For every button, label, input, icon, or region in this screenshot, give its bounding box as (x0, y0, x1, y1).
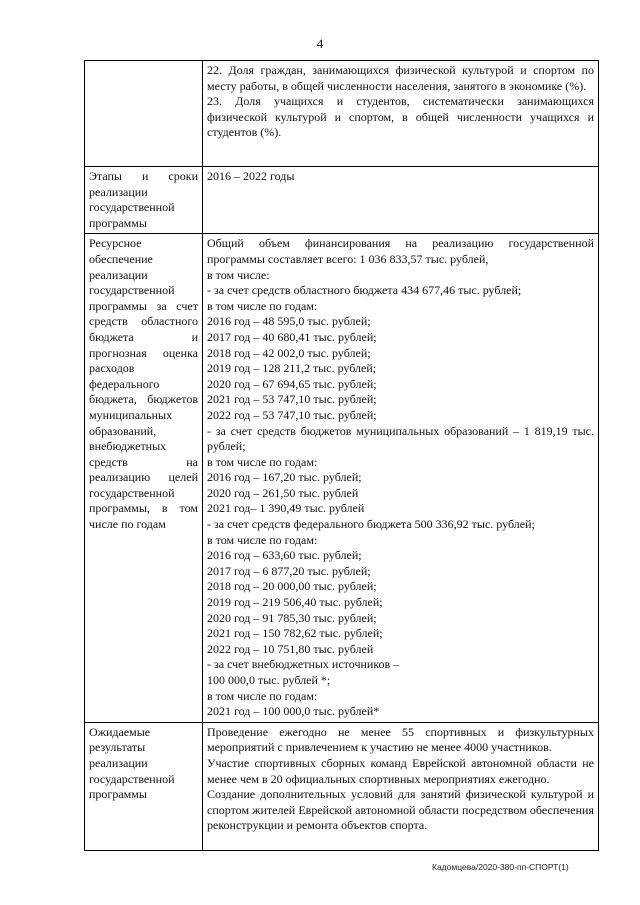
row-label: Ожидаемые результаты реализации государственной программы (89, 724, 175, 802)
row-value-cell (203, 234, 599, 722)
value-line: 2021 год – 53 747,10 тыс. рублей; (207, 392, 377, 407)
value-line: Проведение ежегодно не менее 55 спортивных и физкультурных мероприятий с привлечением к участию не менее 4000 участников. (207, 724, 594, 755)
value-line: 2016 – 2022 годы (207, 169, 295, 183)
row-label: Этапы и сроки реализации государственной программы (89, 169, 198, 230)
value-line: - за счет средств федерального бюджета 500 336,92 тыс. рублей; (207, 517, 535, 532)
value-line: 2020 год – 91 785,30 тыс. рублей; (207, 610, 377, 625)
value-line: 2017 год – 40 680,41 тыс. рублей; (207, 329, 377, 344)
value-line: 2020 год – 261,50 тыс. рублей (207, 485, 359, 500)
value-line: 2021 год – 150 782,62 тыс. рублей; (207, 626, 383, 641)
value-line: - за счет средств областного бюджета 434 677,46 тыс. рублей; (207, 283, 522, 298)
value-line: в том числе по годам: (207, 298, 318, 313)
value-line: 2021 год – 100 000,0 тыс. рублей* (207, 704, 380, 719)
value-line: 2018 год – 20 000,00 тыс. рублей; (207, 579, 377, 594)
program-passport-table (84, 60, 599, 851)
value-line: в том числе по годам: (207, 454, 318, 469)
value-line: 2016 год – 633,60 тыс. рублей; (207, 548, 362, 563)
value-line: Создание дополнительных условий для занятий физической культурой и спортом жителей Еврейской автономной области посредством обеспечения реконструкции и ремонта объектов спорта. (207, 787, 594, 833)
value-line: 2019 год – 219 506,40 тыс. рублей; (207, 595, 383, 610)
document-footer-code: Кадомцева/2020-380-пп-СПОРТ(1) (432, 862, 569, 872)
value-line: 22. Доля граждан, занимающихся физической культурой и спортом по месту работы, в общей численности населения, занятого в экономике (%). (207, 63, 594, 93)
value-line: 2020 год – 67 694,65 тыс. рублей; (207, 376, 377, 391)
value-line: 2021 год– 1 390,49 тыс. рублей (207, 501, 365, 516)
row-value-cell (203, 722, 599, 850)
value-line: 2018 год – 42 002,0 тыс. рублей; (207, 345, 371, 360)
value-line: Общий объем финансирования на реализацию государственной программы составляет всего: 1 036 833,57 тыс. рублей, (207, 236, 594, 266)
table-row (85, 722, 599, 850)
value-line: 2016 год – 48 595,0 тыс. рублей; (207, 314, 371, 329)
value-line: 2022 год – 10 751,80 тыс. рублей (207, 641, 374, 656)
row-label-cell (85, 234, 203, 722)
row-label-cell (85, 722, 203, 850)
value-line: в том числе по годам: (207, 532, 318, 547)
value-line: 100 000,0 тыс. рублей *; (207, 673, 331, 687)
value-line: 2017 год – 6 877,20 тыс. рублей; (207, 563, 371, 578)
table-row (85, 234, 599, 722)
table-row (85, 61, 599, 167)
value-line: 2022 год – 53 747,10 тыс. рублей; (207, 407, 377, 422)
value-line: в том числе: (207, 267, 270, 282)
page-number: 4 (316, 36, 324, 51)
value-line: в том числе по годам: (207, 688, 318, 703)
value-line: - за счет внебюджетных источников – (207, 657, 400, 672)
value-line: Участие спортивных сборных команд Еврейской автономной области не менее чем в 20 официальных спортивных мероприятиях ежегодно. (207, 755, 594, 786)
value-line: - за счет средств бюджетов муниципальных образований – 1 819,19 тыс. рублей; (207, 423, 594, 454)
row-value-cell (203, 61, 599, 167)
row-value-cell (203, 167, 599, 234)
row-label: Ресурсное обеспечение реализации государственной программы за счет средств областного бюджета и прогнозная оценка расходов федерального бюджета, бюджетов муниципальных образований, внебюджетных средств на реализацию целей государственной программы, в том числе по годам (89, 236, 198, 532)
row-label-cell (85, 61, 203, 167)
row-label-cell (85, 167, 203, 234)
value-line: 23. Доля учащихся и студентов, систематически занимающихся физической культурой и спортом, в общей численности учащихся и студентов (%). (207, 94, 594, 140)
value-line: 2016 год – 167,20 тыс. рублей; (207, 470, 362, 485)
table-row (85, 167, 599, 234)
value-line: 2019 год – 128 211,2 тыс. рублей; (207, 361, 377, 376)
